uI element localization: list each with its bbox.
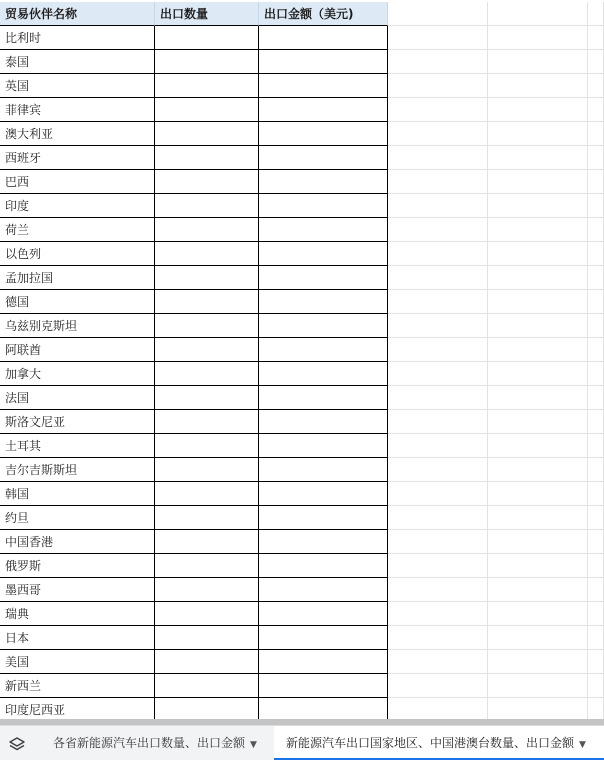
empty-cell[interactable] (488, 266, 588, 290)
quantity-cell[interactable] (155, 602, 259, 626)
table-row (0, 506, 604, 530)
empty-cell[interactable] (488, 578, 588, 602)
empty-cell[interactable] (488, 530, 588, 554)
header-cell-partner[interactable]: 贸易伙伴名称 (0, 2, 155, 26)
empty-cell[interactable] (388, 74, 488, 98)
empty-cell[interactable] (588, 122, 604, 146)
empty-cell[interactable] (388, 98, 488, 122)
empty-cell[interactable] (588, 146, 604, 170)
empty-cell[interactable] (388, 578, 488, 602)
empty-cell[interactable] (488, 410, 588, 434)
sheet-tab-bar (0, 725, 604, 760)
empty-cell[interactable] (588, 482, 604, 506)
partner-name-cell[interactable]: 印度尼西亚 (0, 698, 155, 719)
amount-cell[interactable] (259, 458, 388, 482)
empty-cell[interactable] (388, 290, 488, 314)
empty-cell[interactable] (488, 218, 588, 242)
quantity-cell[interactable] (155, 458, 259, 482)
amount-cell[interactable] (259, 26, 388, 50)
empty-cell[interactable] (588, 530, 604, 554)
empty-cell[interactable] (388, 650, 488, 674)
table-row (0, 170, 604, 194)
quantity-cell[interactable] (155, 266, 259, 290)
amount-cell[interactable] (259, 218, 388, 242)
table-row (0, 482, 604, 506)
empty-cell[interactable] (388, 362, 488, 386)
quantity-cell[interactable] (155, 194, 259, 218)
quantity-cell[interactable] (155, 26, 259, 50)
partner-name-cell[interactable]: 澳大利亚 (0, 122, 155, 146)
partner-name-cell[interactable]: 荷兰 (0, 218, 155, 242)
empty-cell[interactable] (488, 674, 588, 698)
table-row (0, 410, 604, 434)
empty-cell[interactable] (488, 458, 588, 482)
quantity-cell[interactable] (155, 314, 259, 338)
table-row (0, 50, 604, 74)
empty-cell[interactable] (488, 314, 588, 338)
empty-cell[interactable] (488, 98, 588, 122)
table-row (0, 578, 604, 602)
table-row (0, 530, 604, 554)
quantity-cell[interactable] (155, 242, 259, 266)
empty-cell[interactable] (488, 50, 588, 74)
table-row (0, 218, 604, 242)
quantity-cell[interactable] (155, 554, 259, 578)
empty-cell[interactable] (388, 170, 488, 194)
table-row (0, 146, 604, 170)
amount-cell[interactable] (259, 50, 388, 74)
table-row (0, 626, 604, 650)
empty-cell[interactable] (488, 26, 588, 50)
quantity-cell[interactable] (155, 386, 259, 410)
quantity-cell[interactable] (155, 98, 259, 122)
table-row (0, 290, 604, 314)
quantity-cell[interactable] (155, 74, 259, 98)
partner-name-cell[interactable]: 日本 (0, 626, 155, 650)
quantity-cell[interactable] (155, 50, 259, 74)
empty-cell[interactable] (388, 506, 488, 530)
header-cell-amount[interactable]: 出口金额（美元) (259, 2, 388, 26)
empty-cell[interactable] (588, 50, 604, 74)
empty-cell[interactable] (588, 362, 604, 386)
amount-cell[interactable] (259, 482, 388, 506)
empty-cell[interactable] (488, 602, 588, 626)
amount-cell[interactable] (259, 290, 388, 314)
quantity-cell[interactable] (155, 290, 259, 314)
empty-cell[interactable] (488, 146, 588, 170)
empty-cell[interactable] (388, 266, 488, 290)
empty-cell[interactable] (588, 266, 604, 290)
empty-cell[interactable] (488, 74, 588, 98)
empty-cell[interactable] (588, 410, 604, 434)
tab-province-exports[interactable] (46, 726, 271, 760)
amount-cell[interactable] (259, 146, 388, 170)
amount-cell[interactable] (259, 626, 388, 650)
empty-cell[interactable] (588, 386, 604, 410)
amount-cell[interactable] (259, 122, 388, 146)
partner-name-cell[interactable]: 英国 (0, 74, 155, 98)
partner-name-cell[interactable]: 西班牙 (0, 146, 155, 170)
amount-cell[interactable] (259, 170, 388, 194)
partner-name-cell[interactable]: 斯洛文尼亚 (0, 410, 155, 434)
table-row (0, 362, 604, 386)
table-row (0, 122, 604, 146)
amount-cell[interactable] (259, 410, 388, 434)
empty-cell[interactable] (588, 434, 604, 458)
empty-cell[interactable] (388, 434, 488, 458)
partner-name-cell[interactable]: 瑞典 (0, 602, 155, 626)
quantity-cell[interactable] (155, 530, 259, 554)
partner-name-cell[interactable]: 约旦 (0, 506, 155, 530)
quantity-cell[interactable] (155, 338, 259, 362)
empty-cell[interactable] (388, 554, 488, 578)
empty-cell[interactable] (488, 506, 588, 530)
amount-cell[interactable] (259, 698, 388, 719)
empty-cell[interactable] (388, 26, 488, 50)
amount-cell[interactable] (259, 602, 388, 626)
quantity-cell[interactable] (155, 362, 259, 386)
empty-cell[interactable] (388, 530, 488, 554)
partner-name-cell[interactable]: 吉尔吉斯斯坦 (0, 458, 155, 482)
empty-cell[interactable] (588, 626, 604, 650)
partner-name-cell[interactable]: 孟加拉国 (0, 266, 155, 290)
quantity-cell[interactable] (155, 170, 259, 194)
tab-label: 各省新能源汽车出口数量、出口金额 (53, 736, 246, 750)
table-row (0, 98, 604, 122)
header-row (0, 2, 604, 26)
table-row (0, 74, 604, 98)
empty-cell[interactable] (588, 554, 604, 578)
partner-name-cell[interactable]: 韩国 (0, 482, 155, 506)
empty-cell[interactable] (588, 194, 604, 218)
partner-name-cell[interactable]: 法国 (0, 386, 155, 410)
empty-cell[interactable] (588, 458, 604, 482)
quantity-cell[interactable] (155, 122, 259, 146)
amount-cell[interactable] (259, 554, 388, 578)
partner-name-cell[interactable]: 中国香港 (0, 530, 155, 554)
partner-name-cell[interactable]: 菲律宾 (0, 98, 155, 122)
table-row (0, 338, 604, 362)
empty-cell[interactable] (488, 170, 588, 194)
table-row (0, 554, 604, 578)
empty-cell[interactable] (588, 26, 604, 50)
empty-cell[interactable] (388, 122, 488, 146)
chevron-down-icon[interactable]: ▼ (250, 740, 257, 750)
amount-cell[interactable] (259, 650, 388, 674)
amount-cell[interactable] (259, 386, 388, 410)
empty-cell[interactable] (588, 2, 604, 26)
partner-name-cell[interactable]: 土耳其 (0, 434, 155, 458)
empty-cell[interactable] (388, 2, 488, 26)
empty-cell[interactable] (388, 602, 488, 626)
empty-cell[interactable] (588, 170, 604, 194)
table-row (0, 698, 604, 719)
empty-cell[interactable] (588, 674, 604, 698)
amount-cell[interactable] (259, 98, 388, 122)
empty-cell[interactable] (488, 242, 588, 266)
empty-cell[interactable] (488, 338, 588, 362)
partner-name-cell[interactable]: 俄罗斯 (0, 554, 155, 578)
amount-cell[interactable] (259, 194, 388, 218)
table-row (0, 458, 604, 482)
empty-cell[interactable] (488, 386, 588, 410)
table-row (0, 434, 604, 458)
empty-cell[interactable] (388, 458, 488, 482)
empty-cell[interactable] (588, 74, 604, 98)
table-row (0, 674, 604, 698)
layers-icon[interactable] (6, 734, 28, 756)
amount-cell[interactable] (259, 266, 388, 290)
quantity-cell[interactable] (155, 698, 259, 719)
table-row (0, 194, 604, 218)
empty-cell[interactable] (388, 50, 488, 74)
amount-cell[interactable] (259, 362, 388, 386)
partner-name-cell[interactable]: 以色列 (0, 242, 155, 266)
empty-cell[interactable] (588, 698, 604, 719)
empty-cell[interactable] (488, 2, 588, 26)
empty-cell[interactable] (388, 626, 488, 650)
empty-cell[interactable] (388, 194, 488, 218)
empty-cell[interactable] (588, 242, 604, 266)
quantity-cell[interactable] (155, 674, 259, 698)
empty-cell[interactable] (388, 218, 488, 242)
empty-cell[interactable] (388, 410, 488, 434)
empty-cell[interactable] (388, 482, 488, 506)
empty-cell[interactable] (388, 314, 488, 338)
table-row (0, 602, 604, 626)
amount-cell[interactable] (259, 578, 388, 602)
empty-cell[interactable] (588, 314, 604, 338)
quantity-cell[interactable] (155, 578, 259, 602)
amount-cell[interactable] (259, 434, 388, 458)
empty-cell[interactable] (488, 122, 588, 146)
empty-cell[interactable] (488, 626, 588, 650)
partner-name-cell[interactable]: 巴西 (0, 170, 155, 194)
empty-cell[interactable] (388, 338, 488, 362)
quantity-cell[interactable] (155, 410, 259, 434)
tab-country-exports[interactable] (274, 726, 604, 760)
quantity-cell[interactable] (155, 146, 259, 170)
partner-name-cell[interactable]: 墨西哥 (0, 578, 155, 602)
empty-cell[interactable] (488, 362, 588, 386)
table-row (0, 266, 604, 290)
empty-cell[interactable] (388, 386, 488, 410)
quantity-cell[interactable] (155, 482, 259, 506)
partner-name-cell[interactable]: 泰国 (0, 50, 155, 74)
amount-cell[interactable] (259, 74, 388, 98)
amount-cell[interactable] (259, 314, 388, 338)
empty-cell[interactable] (488, 194, 588, 218)
empty-cell[interactable] (488, 434, 588, 458)
empty-cell[interactable] (588, 506, 604, 530)
empty-cell[interactable] (488, 554, 588, 578)
table-row (0, 386, 604, 410)
empty-cell[interactable] (488, 290, 588, 314)
partner-name-cell[interactable]: 印度 (0, 194, 155, 218)
table-row (0, 242, 604, 266)
amount-cell[interactable] (259, 674, 388, 698)
partner-name-cell[interactable]: 阿联酋 (0, 338, 155, 362)
empty-cell[interactable] (588, 578, 604, 602)
quantity-cell[interactable] (155, 506, 259, 530)
quantity-cell[interactable] (155, 650, 259, 674)
empty-cell[interactable] (388, 146, 488, 170)
header-cell-quantity[interactable]: 出口数量 (155, 2, 259, 26)
table-row (0, 26, 604, 50)
empty-cell[interactable] (588, 338, 604, 362)
empty-cell[interactable] (488, 698, 588, 719)
partner-name-cell[interactable]: 德国 (0, 290, 155, 314)
quantity-cell[interactable] (155, 218, 259, 242)
amount-cell[interactable] (259, 506, 388, 530)
table-row (0, 314, 604, 338)
empty-cell[interactable] (488, 650, 588, 674)
amount-cell[interactable] (259, 338, 388, 362)
tab-label: 新能源汽车出口国家地区、中国港澳台数量、出口金额 (286, 736, 575, 750)
partner-name-cell[interactable]: 比利时 (0, 26, 155, 50)
empty-cell[interactable] (588, 218, 604, 242)
partner-name-cell[interactable]: 乌兹别克斯坦 (0, 314, 155, 338)
empty-cell[interactable] (388, 674, 488, 698)
empty-cell[interactable] (588, 98, 604, 122)
partner-name-cell[interactable]: 加拿大 (0, 362, 155, 386)
table-row (0, 650, 604, 674)
empty-cell[interactable] (488, 482, 588, 506)
quantity-cell[interactable] (155, 626, 259, 650)
quantity-cell[interactable] (155, 434, 259, 458)
empty-cell[interactable] (588, 290, 604, 314)
partner-name-cell[interactable]: 新西兰 (0, 674, 155, 698)
amount-cell[interactable] (259, 530, 388, 554)
empty-cell[interactable] (388, 698, 488, 719)
empty-cell[interactable] (388, 242, 488, 266)
partner-name-cell[interactable]: 美国 (0, 650, 155, 674)
chevron-down-icon[interactable]: ▼ (579, 740, 586, 750)
empty-cell[interactable] (588, 650, 604, 674)
empty-cell[interactable] (588, 602, 604, 626)
amount-cell[interactable] (259, 242, 388, 266)
